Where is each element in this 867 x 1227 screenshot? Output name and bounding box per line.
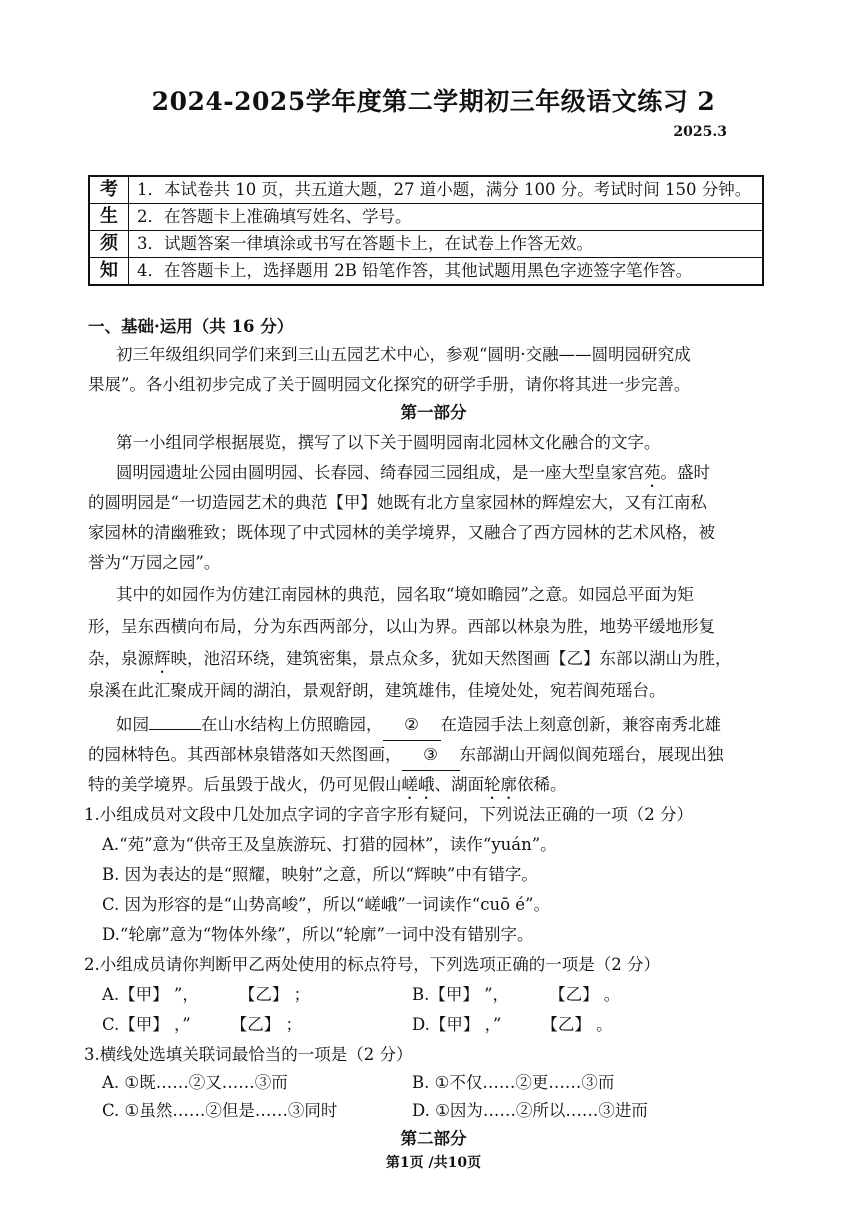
section-heading: 一、基础·运用（共 16 分） [88,317,294,336]
section-intro-line: 果展”。各小组初步完成了关于圆明园文化探究的研学手册，请你将其进一步完善。 [88,375,691,394]
notice-label-char: 考 [89,176,129,204]
q2-option-b[interactable] [412,980,620,1010]
option-part: D.【甲】 ，” [412,1015,502,1034]
question-3-stem: 3.横线处选填关联词最恰当的一项是（2 分） [84,1045,413,1064]
exam-title: 2024-2025学年度第二学期初三年级语文练习 2 [151,87,716,116]
q1-option-d[interactable]: D.“轮廓”意为“物体外缘”，所以“轮廓”一词中没有错别字。 [102,925,534,944]
option-part: C.【甲】 ，” [102,1015,191,1034]
passage-line [116,710,721,741]
q2-option-a[interactable] [102,980,310,1010]
notice-item: 1．本试卷共 10 页，共五道大题，27 道小题，满分 100 分。考试时间 150 分钟。 [129,176,764,204]
option-part: 【乙】 。 [549,985,621,1004]
passage-text: 如园 [116,715,149,734]
q3-option-a[interactable]: A. ①既……②又……③而 [102,1073,288,1092]
passage-line [88,740,724,771]
passage-line: 形，呈东西横向布局，分为东西两部分，以山为界。西部以林泉为胜，地势平缓地形复 [88,617,715,636]
question-2-stem: 2.小组成员请你判断甲乙两处使用的标点符号，下列选项正确的一项是（2 分） [84,955,660,974]
passage-text: 在山水结构上仿照瞻园， [201,715,383,734]
dotted-word: 嵯峨 [401,775,435,794]
notice-label-char: 知 [89,258,129,286]
q1-option-b[interactable]: B. 因为表达的是“照耀，映射”之意，所以“辉映”中有错字。 [102,865,538,884]
question-1-stem: 1.小组成员对文段中几处加点字词的字音字形有疑问，下列说法正确的一项（2 分） [84,805,693,824]
q3-option-c[interactable]: C. ①虽然……②但是……③同时 [102,1101,338,1120]
passage-line [116,458,710,491]
passage-line: 家园林的清幽雅致；既体现了中式园林的美学境界，又融合了西方园林的艺术风格，被 [88,523,715,542]
dotted-word: 轮廓 [484,775,517,794]
fill-blank-1[interactable] [149,711,201,730]
option-part: 【乙】 ； [230,1015,302,1034]
passage-line: 誉为“万园之园”。 [88,553,221,572]
passage-line [88,644,732,677]
passage-line: 的圆明园是“一切造园艺术的典范【甲】她既有北方皇家园林的辉煌宏大，又有江南私 [88,493,707,512]
option-part: 【乙】 ； [238,985,311,1004]
option-part: B.【甲】 ”， [412,985,510,1004]
dotted-char: 苑 [644,463,661,482]
option-part: 【乙】 。 [541,1015,613,1034]
q1-option-c[interactable]: C. 因为形容的是“山势高峻”，所以“嵯峨”一词读作“cuō é”。 [102,895,550,914]
passage-text: 圆明园遗址公园由圆明园、长春园、绮春园三园组成，是一座大型皇家宫 [116,463,644,482]
notice-label-char: 须 [89,231,129,258]
passage-text: 特的美学境界。后虽毁于战火，仍可见假山 [88,775,402,794]
part1-heading: 第一部分 [400,403,467,422]
section-intro-line: 初三年级组织同学们来到三山五园艺术中心，参观“圆明·交融——圆明园研究成 [116,345,691,364]
exam-date: 2025.3 [673,124,727,140]
passage-text: 在造园手法上刻意创新，兼容南秀北雄 [440,715,721,734]
passage-line [88,770,567,803]
passage-text: 杂，泉源 [88,649,154,668]
q3-option-b[interactable]: B. ①不仅……②更……③而 [412,1073,615,1092]
notice-item: 3．试题答案一律填涂或书写在答题卡上，在试卷上作答无效。 [129,231,764,258]
q3-option-d[interactable]: D. ①因为……②所以……③进而 [412,1101,648,1120]
notice-label-char: 生 [89,204,129,231]
passage-text: 映，池沼环绕，建筑密集，景点众多，犹如天然图画【乙】东部以湖山为胜， [170,649,732,668]
notice-item: 2．在答题卡上准确填写姓名、学号。 [129,204,764,231]
passage-text: 。盛时 [660,463,710,482]
candidate-notice-table [88,175,764,286]
q2-option-d[interactable] [412,1010,613,1040]
passage-line: 其中的如园作为仿建江南园林的典范，园名取“境如瞻园”之意。如园总平面为矩 [116,585,694,604]
notice-item: 4．在答题卡上，选择题用 2B 铅笔作答，其他试题用黑色字迹签字笔作答。 [129,258,764,286]
dotted-char: 辉 [154,649,171,668]
passage-text: 、湖面 [434,775,484,794]
passage-text: 的园林特色。其西部林泉错落如天然图画， [88,745,402,764]
q1-option-a[interactable]: A.“苑”意为“供帝王及皇族游玩、打猎的园林”，读作“yuán”。 [102,835,557,854]
passage-text: 依稀。 [517,775,567,794]
q2-option-c[interactable] [102,1010,302,1040]
fill-blank-3[interactable]: ③ [402,740,460,771]
page-footer: 第1页 /共10页 [385,1155,482,1171]
part2-heading: 第二部分 [400,1129,467,1148]
part1-intro: 第一小组同学根据展览，撰写了以下关于圆明园南北园林文化融合的文字。 [116,433,661,452]
passage-text: 东部湖山开阔似阆苑瑶台，展现出独 [459,745,724,764]
fill-blank-2[interactable]: ② [383,710,441,741]
option-part: A.【甲】 ”， [102,985,199,1004]
passage-line: 泉溪在此汇聚成开阔的湖泊，景观舒朗，建筑雄伟，佳境处处，宛若阆苑瑶台。 [88,681,666,700]
